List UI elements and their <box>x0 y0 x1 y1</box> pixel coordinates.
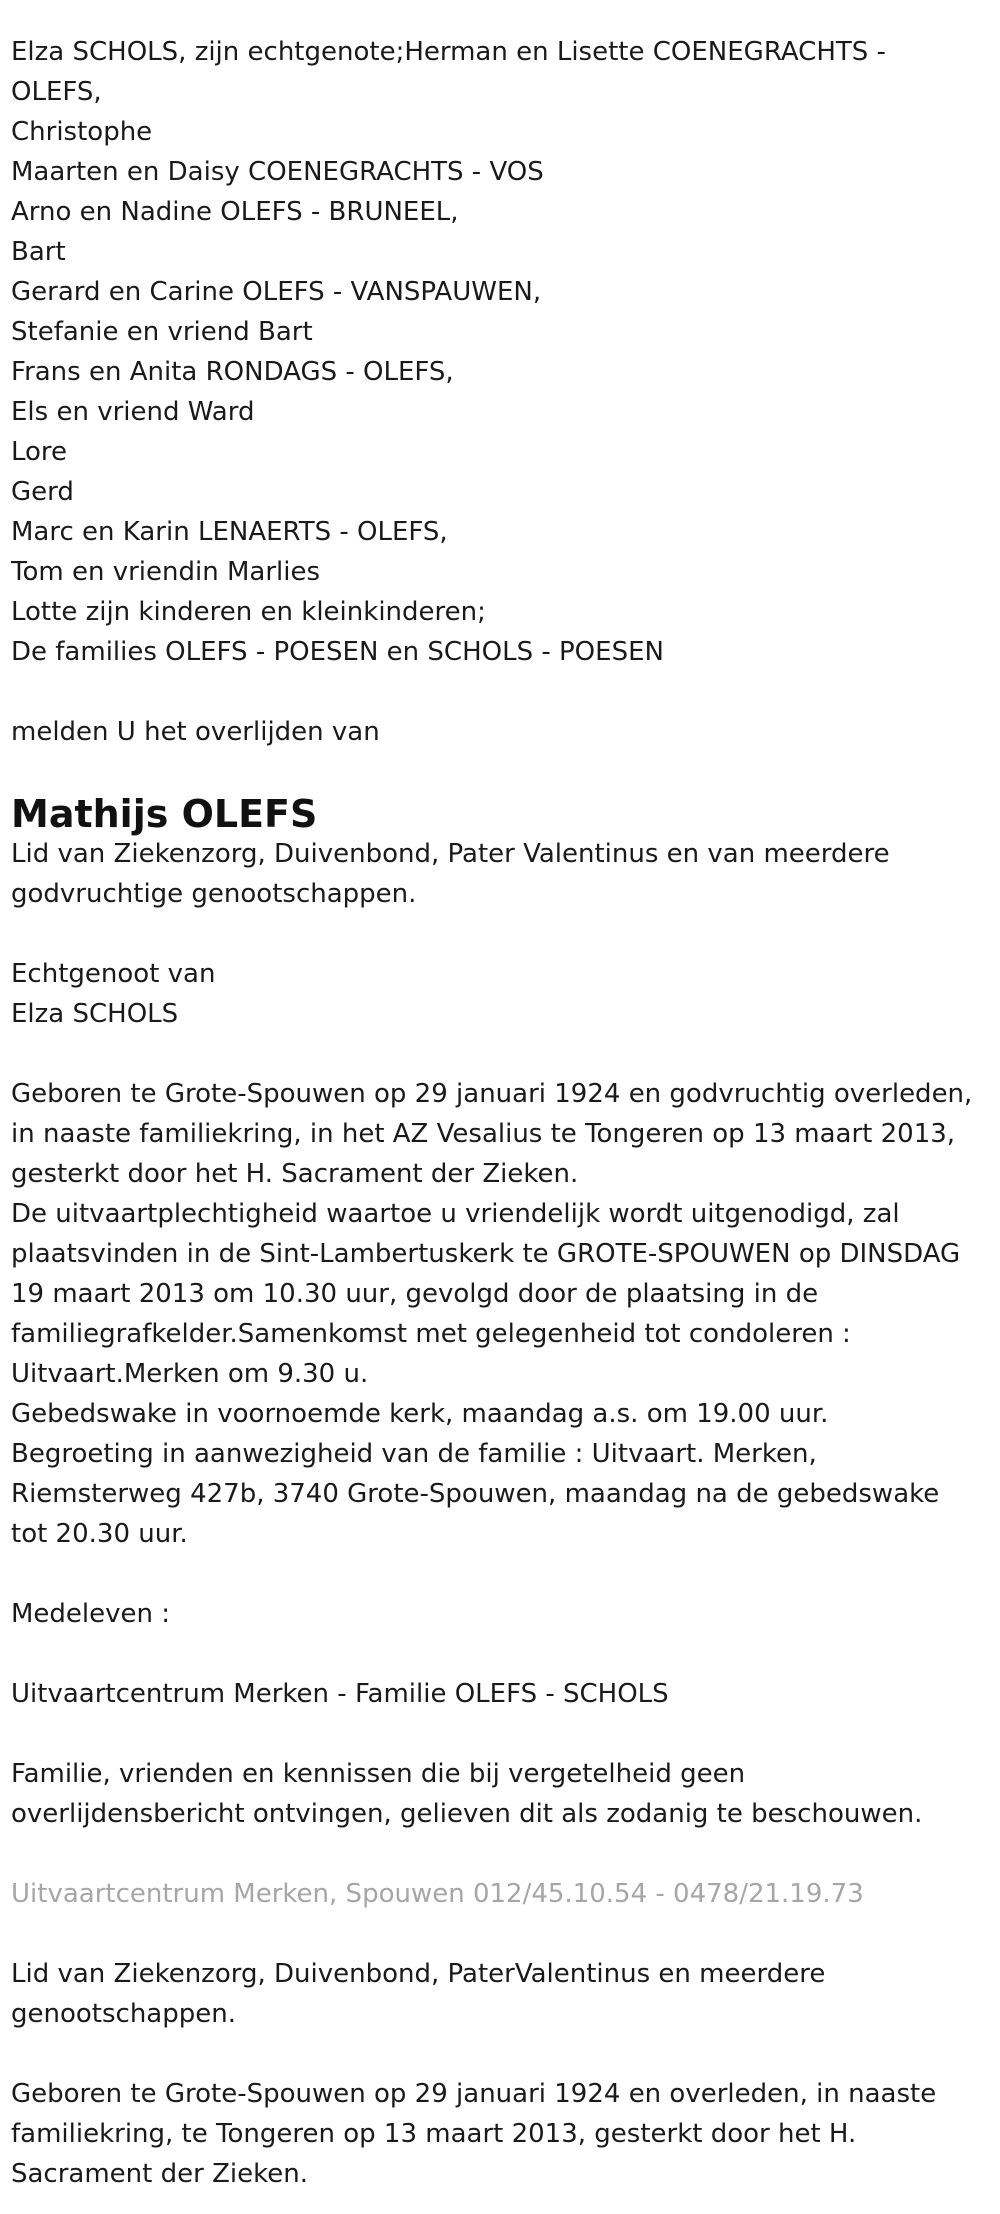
membership-line: Lid van Ziekenzorg, Duivenbond, Pater Valentinus en van meerdere <box>11 839 890 869</box>
family-line: Maarten en Daisy COENEGRACHTS - VOS <box>11 157 544 187</box>
membership-text <box>11 834 1000 914</box>
notice-line: Familie, vrienden en kennissen die bij vergetelheid geen <box>11 1759 746 1789</box>
details-line: Begroeting in aanwezigheid van de familie : Uitvaart. Merken, <box>11 1439 817 1469</box>
spouse-text <box>11 954 1000 1034</box>
details-line: gesterkt door het H. Sacrament der Zieken. <box>11 1159 579 1189</box>
family-line: Stefanie en vriend Bart <box>11 317 313 347</box>
family-line: Elza SCHOLS, zijn echtgenote;Herman en Lisette COENEGRACHTS - <box>11 37 886 67</box>
medeleven-label: Medeleven : <box>11 1599 171 1629</box>
announcement-text: melden U het overlijden van <box>11 717 380 747</box>
family-line: Frans en Anita RONDAGS - OLEFS, <box>11 357 454 387</box>
family-line: De families OLEFS - POESEN en SCHOLS - POESEN <box>11 637 664 667</box>
details-line: tot 20.30 uur. <box>11 1519 188 1549</box>
undertaker-contact: Uitvaartcentrum Merken, Spouwen 012/45.10.54 - 0478/21.19.73 <box>11 1879 864 1909</box>
family-line: Els en vriend Ward <box>11 397 255 427</box>
membership-line: godvruchtige genootschappen. <box>11 879 417 909</box>
family-line: OLEFS, <box>11 77 102 107</box>
family-line: Gerard en Carine OLEFS - VANSPAUWEN, <box>11 277 542 307</box>
family-list <box>11 32 1000 672</box>
family-line: Arno en Nadine OLEFS - BRUNEEL, <box>11 197 459 227</box>
details-line: familiegrafkelder.Samenkomst met gelegenheid tot condoleren : <box>11 1319 851 1349</box>
details-line: Geboren te Grote-Spouwen op 29 januari 1924 en godvruchtig overleden, <box>11 1079 973 1109</box>
family-line: Marc en Karin LENAERTS - OLEFS, <box>11 517 448 547</box>
family-line: Tom en vriendin Marlies <box>11 557 320 587</box>
medeleven-text: Uitvaartcentrum Merken - Familie OLEFS - SCHOLS <box>11 1679 669 1709</box>
details-line: in naaste familiekring, in het AZ Vesalius te Tongeren op 13 maart 2013, <box>11 1119 956 1149</box>
notice-line: overlijdensbericht ontvingen, gelieven dit als zodanig te beschouwen. <box>11 1799 923 1829</box>
family-line: Christophe <box>11 117 153 147</box>
spouse-line: Echtgenoot van <box>11 959 216 989</box>
funeral-details <box>11 1074 1000 1554</box>
membership-short-line: genootschappen. <box>11 1999 236 2029</box>
membership-short-text <box>11 1954 1000 2034</box>
family-line: Bart <box>11 237 66 267</box>
details-line: 19 maart 2013 om 10.30 uur, gevolgd door de plaatsing in de <box>11 1279 819 1309</box>
membership-short-line: Lid van Ziekenzorg, Duivenbond, PaterValentinus en meerdere <box>11 1959 826 1989</box>
details-short-text <box>11 2074 1000 2194</box>
details-short-line: Sacrament der Zieken. <box>11 2159 308 2189</box>
family-line: Gerd <box>11 477 74 507</box>
details-line: plaatsvinden in de Sint-Lambertuskerk te GROTE-SPOUWEN op DINSDAG <box>11 1239 961 1269</box>
details-line: Riemsterweg 427b, 3740 Grote-Spouwen, maandag na de gebedswake <box>11 1479 940 1509</box>
details-line: De uitvaartplechtigheid waartoe u vriendelijk wordt uitgenodigd, zal <box>11 1199 900 1229</box>
spouse-line: Elza SCHOLS <box>11 999 179 1029</box>
family-line: Lore <box>11 437 68 467</box>
family-line: Lotte zijn kinderen en kleinkinderen; <box>11 597 486 627</box>
notice-text <box>11 1754 1000 1834</box>
details-line: Gebedswake in voornoemde kerk, maandag a.s. om 19.00 uur. <box>11 1399 829 1429</box>
details-short-line: Geboren te Grote-Spouwen op 29 januari 1924 en overleden, in naaste <box>11 2079 937 2109</box>
deceased-name: Mathijs OLEFS <box>11 792 318 836</box>
details-line: Uitvaart.Merken om 9.30 u. <box>11 1359 369 1389</box>
details-short-line: familiekring, te Tongeren op 13 maart 2013, gesterkt door het H. <box>11 2119 857 2149</box>
